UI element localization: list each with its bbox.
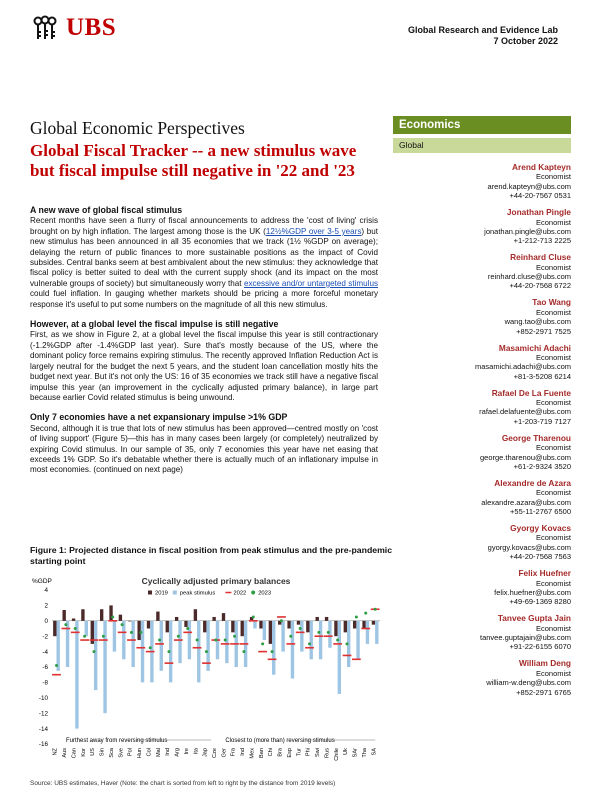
marker-2023: [374, 608, 377, 611]
bar-2019: [156, 612, 159, 621]
analyst-phone: +852-2971 6765: [516, 687, 571, 697]
marker-2023: [205, 650, 208, 653]
marker-2023: [167, 650, 170, 653]
x-tick-label: Hun: [137, 748, 144, 759]
analyst-role: Economist: [535, 307, 571, 317]
analyst-role: Economist: [535, 443, 571, 453]
marker-2023: [158, 639, 161, 642]
marker-2023: [252, 615, 255, 618]
bar-peak-stimulus: [94, 621, 97, 690]
analyst-role: Economist: [535, 262, 571, 272]
analyst-name: Gyorgy Kovacs: [510, 523, 571, 533]
y-tick-label: 4: [44, 587, 48, 595]
stimulus-uk-link[interactable]: 12½%GDP over 3-5 years: [265, 226, 362, 236]
report-title: Global Fiscal Tracker -- a new stimulus wave but fiscal impulse still negative in '22 and '23: [30, 141, 357, 180]
bar-peak-stimulus: [328, 621, 331, 648]
bar-2019: [194, 609, 197, 621]
marker-2023: [214, 639, 217, 642]
bar-peak-stimulus: [375, 621, 378, 644]
x-tick-label: Sca: [108, 748, 115, 758]
x-tick-label: Rus: [324, 748, 331, 758]
marker-2023: [336, 639, 339, 642]
chart-title: Cyclically adjusted primary balances: [141, 576, 291, 586]
marker-2023: [177, 635, 180, 638]
analyst-role: Economist: [535, 172, 571, 182]
y-tick-label: -8: [42, 679, 48, 687]
y-tick-label: -2: [42, 633, 48, 641]
x-tick-label: Tha: [361, 748, 368, 758]
paragraph: Recent months have seen a flurry of fiscal announcements to address the 'cost of living' crisis brought on by high inflation. The largest among those is the UK (12½%GDP over 3-5 years) but new stimulus has been announced in all 35 economies that we track (1½ %GDP on average); delaying the return of public finances to more sustainable positions as the impact of Covid subsides. Central banks seem at best ambivalent about the new stimulus: they acknowledge that fiscal policy is better suited to deal with the current supply shock (and its impact on the most vulnerable groups of society) but simultaneously worry that excessive and/or untargeted stimulus could fuel inflation. In gauging whether markets should be pricing a more forceful monetary response it's useful to put some numbers on the magnitude of all this new stimulus.: [30, 216, 378, 309]
bar-2019: [287, 621, 290, 629]
bar-peak-stimulus: [338, 621, 341, 694]
analyst-email[interactable]: william-w.deng@ubs.com: [486, 678, 571, 688]
x-tick-label: Ire: [183, 748, 190, 755]
x-tick-label: Pol: [127, 748, 134, 757]
marker-2023: [242, 650, 245, 653]
lab-name: Global Research and Evidence Lab: [407, 25, 558, 35]
region-banner: Global: [393, 138, 571, 153]
bar-2019: [53, 621, 56, 636]
bar-2019: [62, 610, 65, 621]
analyst-role: Economist: [535, 668, 571, 678]
analyst-email[interactable]: tanvee.guptajain@ubs.com: [479, 633, 571, 643]
x-tick-label: Ind: [240, 748, 247, 756]
analyst-card: [393, 163, 571, 201]
analyst-card: [393, 298, 571, 336]
figure-title: Figure 1: Projected distance in fiscal position from peak stimulus and the pre-pandemic starting point: [30, 545, 393, 566]
analyst-card: [393, 524, 571, 562]
x-tick-label: Sve: [118, 748, 125, 758]
analyst-name: Masamichi Adachi: [498, 342, 571, 353]
bar-peak-stimulus: [75, 621, 78, 729]
y-tick-label: -16: [38, 741, 48, 749]
bar-peak-stimulus: [366, 621, 369, 644]
annotation-right: Closest to (more than) reversing stimulus: [225, 738, 335, 744]
bar-2019: [72, 618, 75, 620]
bar-peak-stimulus: [310, 621, 313, 660]
marker-2023: [317, 631, 320, 634]
bar-2019: [306, 621, 309, 633]
marker-2023: [364, 612, 367, 615]
excessive-stimulus-link[interactable]: excessive and/or untargeted stimulus: [243, 278, 378, 288]
annotation-left: Furthest away from reversing stimulus: [66, 738, 168, 744]
marker-2023: [308, 642, 311, 645]
bar-peak-stimulus: [291, 621, 294, 679]
analyst-card: [393, 253, 571, 291]
marker-2023: [130, 631, 133, 634]
analyst-phone: +49-69-1369 8280: [509, 597, 571, 607]
analyst-email[interactable]: felix.huefner@ubs.com: [494, 587, 571, 597]
y-axis-label: %GDP: [32, 578, 52, 585]
bar-2019: [100, 609, 103, 621]
marker-2023: [196, 639, 199, 642]
analyst-email[interactable]: gyorgy.kovacs@ubs.com: [487, 542, 571, 552]
bar-peak-stimulus: [141, 621, 144, 683]
bar-2019: [128, 621, 131, 622]
bar-2019: [166, 621, 169, 633]
analyst-email[interactable]: rafael.delafuente@ubs.com: [479, 407, 571, 417]
marker-2023: [233, 635, 236, 638]
analyst-phone: +61-2-9324 3520: [513, 461, 571, 471]
x-tick-label: Arg: [174, 748, 181, 757]
bar-2019: [147, 621, 150, 629]
marker-2023: [186, 627, 189, 630]
bar-peak-stimulus: [281, 621, 284, 652]
bar-2019: [297, 621, 300, 625]
bar-2019: [184, 621, 187, 627]
analyst-name: George Tharenou: [501, 432, 571, 443]
analyst-phone: +44-20-7568 6722: [509, 281, 571, 291]
bar-2019: [334, 621, 337, 636]
legend-label: 2019: [155, 590, 168, 597]
analyst-phone: +1-212-713 2225: [513, 236, 571, 246]
section-heading: Only 7 economies have a net expansionary impulse >1% GDP: [30, 412, 288, 423]
bar-peak-stimulus: [131, 621, 134, 667]
analyst-card: [393, 208, 571, 246]
y-tick-label: -6: [42, 664, 48, 672]
analyst-name: Arend Kapteyn: [511, 162, 571, 172]
analyst-email[interactable]: jonathan.pingle@ubs.com: [484, 226, 571, 236]
analyst-email[interactable]: wang.tao@ubs.com: [504, 317, 571, 327]
x-tick-label: Cze: [212, 748, 218, 758]
report-date: 7 October 2022: [493, 36, 558, 46]
x-tick-label: Swi: [315, 748, 322, 758]
bar-2019: [203, 621, 206, 633]
legend-swatch: [148, 591, 152, 595]
x-tick-label: SAr: [352, 748, 359, 758]
marker-2023: [64, 623, 67, 626]
section-heading: However, at a global level the fiscal impulse is still negative: [30, 319, 279, 330]
bar-2019: [325, 617, 328, 621]
marker-2023: [92, 650, 95, 653]
marker-2023: [139, 631, 142, 634]
bar-2019: [81, 609, 84, 621]
bar-2019: [269, 621, 272, 644]
x-tick-label: Jap: [202, 748, 209, 758]
bar-peak-stimulus: [160, 621, 163, 671]
paragraph: Second, although it is true that lots of new stimulus has been approved—centred mostly on 'cost of living support' (Figure 5)—this has in many cases been largely (or completely) neutralized by expiring Covid stimulus. In our sample of 35, only 7 economies this year have net easing that exceeds 1% GDP. So it's debatable whether there is actually much of an inflationary impulse in most economies. (continued on next page): [30, 423, 378, 475]
analyst-name: Tanvee Gupta Jain: [497, 613, 571, 624]
bar-peak-stimulus: [263, 621, 266, 640]
analyst-phone: +44-20-7567 0531: [509, 191, 571, 201]
y-tick-label: 2: [44, 602, 48, 610]
x-tick-label: Esp: [286, 748, 293, 758]
y-tick-label: -14: [38, 725, 48, 733]
bar-peak-stimulus: [113, 621, 116, 652]
marker-2023: [111, 615, 114, 618]
marker-2023: [271, 650, 274, 653]
bar-2019: [316, 617, 319, 621]
analyst-phone: +91-22-6155 6070: [509, 642, 571, 652]
analyst-name: Alexandre de Azara: [494, 477, 571, 488]
x-tick-label: Kor: [80, 748, 87, 757]
x-tick-label: Bra: [277, 748, 284, 757]
bar-2019: [119, 615, 122, 621]
marker-2023: [327, 631, 330, 634]
analyst-card: [393, 344, 571, 382]
legend-label: 2022: [233, 590, 247, 597]
analyst-role: Economist: [535, 578, 571, 588]
bar-peak-stimulus: [178, 621, 181, 663]
analyst-phone: +44-20-7568 7563: [509, 552, 571, 562]
x-tick-label: Ita: [193, 748, 200, 755]
x-tick-label: Aus: [62, 748, 69, 758]
bar-2019: [175, 617, 178, 621]
y-tick-label: 0: [44, 618, 48, 625]
section-banner: Economics: [393, 116, 571, 134]
x-tick-label: Tur: [296, 748, 303, 757]
bar-2019: [212, 617, 215, 621]
analyst-phone: +1-203-719 7127: [513, 416, 571, 426]
analyst-email[interactable]: george.tharenou@ubs.com: [479, 452, 571, 462]
x-tick-label: Ind: [165, 748, 172, 756]
analyst-role: Economist: [535, 623, 571, 633]
bar-peak-stimulus: [272, 621, 275, 675]
analyst-card: [393, 389, 571, 427]
bar-peak-stimulus: [122, 621, 125, 660]
analyst-card: [393, 479, 571, 517]
analyst-role: Economist: [535, 398, 571, 408]
legend-swatch: [251, 591, 255, 595]
header-meta: [408, 25, 558, 47]
marker-2023: [121, 623, 124, 626]
bar-peak-stimulus: [253, 621, 256, 629]
y-tick-label: -4: [42, 648, 48, 656]
marker-2023: [280, 619, 283, 622]
marker-2023: [299, 627, 302, 630]
x-tick-label: Mex: [249, 748, 256, 759]
x-tick-label: Ban: [258, 748, 265, 758]
bar-2019: [353, 621, 356, 629]
analyst-role: Economist: [535, 533, 571, 543]
bar-peak-stimulus: [225, 621, 228, 663]
x-tick-label: US: [90, 748, 97, 756]
analyst-email[interactable]: arend.kapteyn@ubs.com: [487, 181, 571, 191]
bar-peak-stimulus: [188, 621, 191, 660]
bar-2019: [231, 621, 234, 633]
marker-2023: [355, 615, 358, 618]
analyst-phone: +81-3-5208 6214: [513, 371, 571, 381]
logo-text: UBS: [66, 14, 117, 41]
x-tick-label: Can: [71, 748, 78, 759]
x-tick-label: Col: [146, 748, 153, 757]
y-tick-label: -10: [38, 695, 48, 702]
bar-peak-stimulus: [197, 621, 200, 683]
analyst-name: Tao Wang: [532, 297, 571, 308]
bar-peak-stimulus: [356, 621, 359, 660]
marker-2023: [346, 642, 349, 645]
bar-2019: [344, 621, 347, 633]
analyst-role: Economist: [535, 352, 571, 362]
x-tick-label: SA: [371, 748, 378, 756]
figure-source: Source: UBS estimates, Haver (Note: the chart is sorted from left to right by the distance from 2019 levels): [30, 780, 336, 787]
x-tick-label: Fra: [230, 748, 237, 757]
analyst-email[interactable]: reinhard.cluse@ubs.com: [487, 272, 571, 282]
analyst-email[interactable]: masamichi.adachi@ubs.com: [475, 362, 571, 372]
analyst-phone: +55-11-2767 6500: [510, 507, 571, 517]
analyst-role: Economist: [535, 488, 571, 498]
marker-2023: [83, 635, 86, 638]
ubs-keys-icon: [30, 15, 60, 41]
article-body: [30, 205, 378, 485]
analyst-email[interactable]: alexandre.azara@ubs.com: [481, 497, 571, 507]
marker-2023: [74, 627, 77, 630]
paragraph: First, as we show in Figure 2, at a global level the fiscal impulse this year is still contractionary (-1.2%GDP after -1.4%GDP last year). Sure that's mostly because of the US, where the dominant policy force remains expiring stimulus. The recently approved Inflation Reduction Act is largely neutral for the budget the next 5 years, and the student loan cancellation mostly hits the budget next year. But it's not only the US: 16 of 35 economies we track still have a negative fiscal impulse this year (an improvement in the cyclically adjusted primary balance), in large part because earlier Covid related stimulus is being unwound.: [30, 330, 378, 402]
analyst-name: William Deng: [518, 658, 571, 669]
analyst-card: [393, 434, 571, 472]
analyst-phone: +852-2971 7525: [516, 326, 571, 336]
x-tick-label: Mal: [155, 748, 162, 758]
bar-2019: [362, 621, 365, 629]
bar-peak-stimulus: [85, 621, 88, 636]
bar-peak-stimulus: [103, 621, 106, 713]
bar-peak-stimulus: [319, 621, 322, 660]
bar-2019: [372, 621, 375, 625]
marker-2023: [261, 642, 264, 645]
x-tick-label: NZ: [52, 748, 59, 756]
analyst-name: Felix Huefner: [518, 568, 571, 579]
marker-2023: [102, 635, 105, 638]
x-tick-label: Ger: [221, 748, 228, 758]
section-heading: A new wave of global fiscal stimulus: [30, 205, 183, 215]
y-tick-label: -12: [38, 710, 48, 718]
bar-2019: [259, 621, 262, 629]
bar-2019: [137, 621, 140, 640]
marker-2023: [55, 664, 58, 667]
x-tick-label: Uk: [343, 748, 350, 755]
marker-2023: [289, 635, 292, 638]
marker-2023: [149, 646, 152, 649]
bar-peak-stimulus: [300, 621, 303, 652]
bar-2019: [241, 621, 244, 636]
bar-peak-stimulus: [56, 621, 59, 671]
x-tick-label: Chi: [268, 748, 275, 757]
analyst-name: Rafael De La Fuente: [491, 387, 571, 398]
bar-2019: [222, 613, 225, 621]
bar-2019: [109, 605, 112, 620]
x-tick-label: Sin: [99, 748, 106, 757]
ubs-logo: [30, 14, 116, 42]
legend-swatch: [173, 591, 177, 595]
legend-label: 2023: [258, 590, 272, 597]
series-title: Global Economic Perspectives: [30, 118, 245, 138]
analyst-role: Economist: [535, 217, 571, 227]
legend-label: peak stimulus: [179, 590, 216, 597]
x-tick-label: Phi: [305, 748, 312, 757]
x-tick-label: Chile: [333, 748, 340, 761]
marker-2023: [224, 639, 227, 642]
analyst-name: Reinhard Cluse: [510, 252, 571, 263]
fiscal-chart: [30, 574, 420, 774]
analyst-name: Jonathan Pingle: [506, 207, 571, 218]
